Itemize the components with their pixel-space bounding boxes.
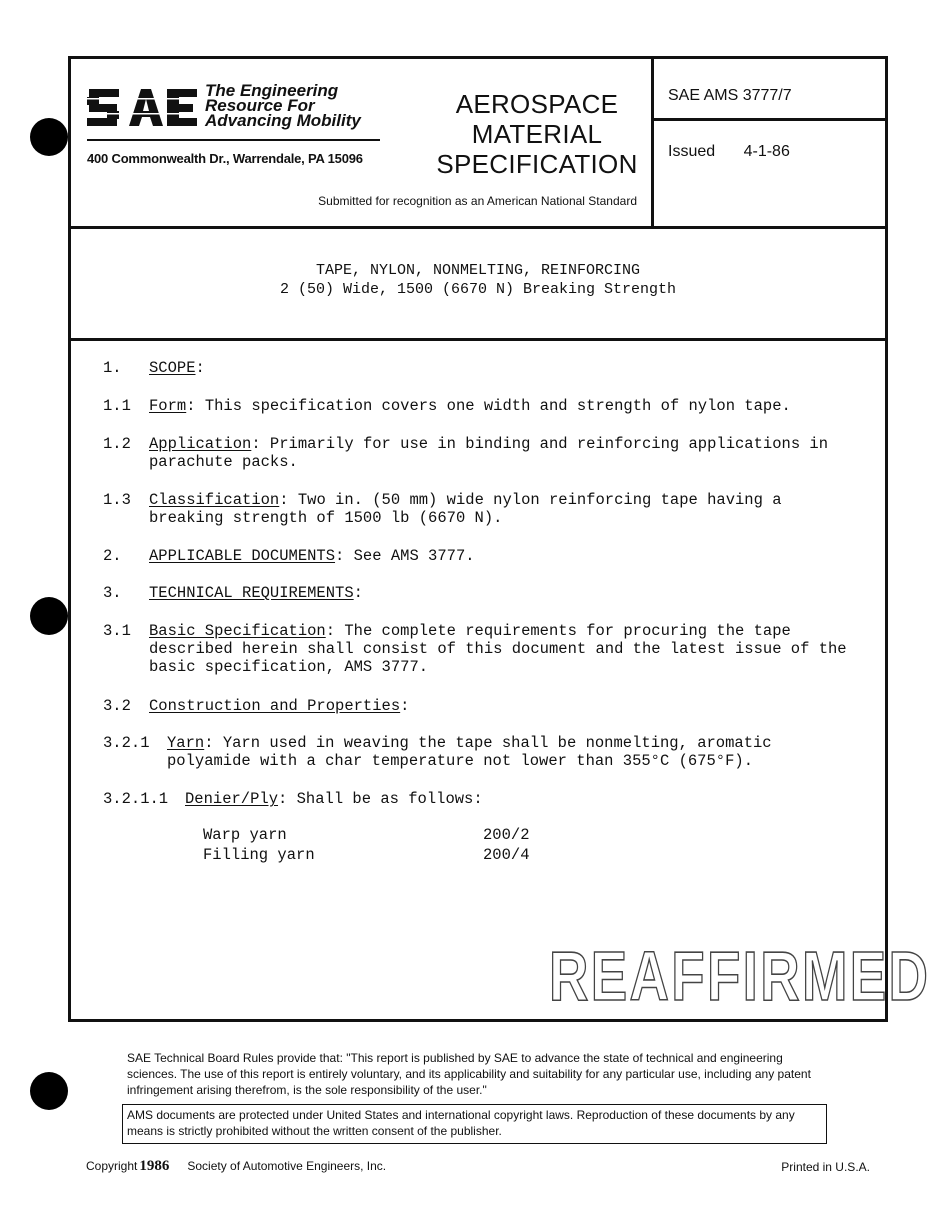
section-title: Form — [149, 397, 187, 415]
section-1-1 — [103, 397, 791, 415]
title-line-3: SPECIFICATION — [436, 149, 638, 179]
subject-line-1: TAPE, NYLON, NONMELTING, REINFORCING — [315, 262, 641, 279]
section-number: 3.2 — [103, 697, 131, 715]
section-number: 2. — [103, 547, 122, 565]
copyright-label: Copyright — [86, 1159, 138, 1173]
reaffirmed-stamp: REAFFIRMED — [549, 937, 931, 1015]
issued-label: Issued — [668, 143, 716, 160]
issued-date: 4-1-86 — [743, 143, 790, 160]
section-1-2 — [103, 435, 828, 471]
yarn-value: 200/2 — [483, 826, 530, 844]
spec-frame — [68, 56, 931, 1022]
section-text-cont-1: described herein shall consist of this document and the latest issue of the — [149, 640, 847, 658]
section-text: : Two in. (50 mm) wide nylon reinforcing tape having a — [279, 491, 782, 509]
section-1 — [103, 359, 205, 377]
tagline-line-3: Advancing Mobility — [205, 111, 361, 130]
section-punct: : — [353, 584, 363, 602]
section-text: : Primarily for use in binding and reinforcing applications in — [251, 435, 829, 453]
section-title: Classification — [149, 491, 280, 509]
section-text: : This specification covers one width and strength of nylon tape. — [186, 397, 791, 415]
tagline-line-2: Resource For — [205, 96, 315, 115]
yarn-label: Warp yarn — [203, 826, 287, 844]
section-title: SCOPE — [149, 359, 196, 377]
section-number: 3.1 — [103, 622, 131, 640]
title-line-2: MATERIAL — [471, 119, 603, 149]
spec-header — [71, 59, 885, 229]
section-2 — [103, 547, 475, 565]
tagline-line-1: The Engineering — [205, 81, 339, 100]
spec-title — [426, 89, 648, 179]
section-3-1 — [103, 622, 847, 676]
subject-line-2: 2 (50) Wide, 1500 (6670 N) Breaking Strength — [279, 281, 677, 298]
section-text-cont: breaking strength of 1500 lb (6670 N). — [149, 509, 503, 527]
yarn-row — [203, 825, 530, 845]
section-text: : See AMS 3777. — [335, 547, 475, 565]
sae-logo — [87, 83, 387, 135]
sae-tagline — [205, 83, 361, 128]
section-title: Denier/Ply — [185, 790, 279, 808]
section-title: Construction and Properties — [149, 697, 401, 715]
copyright-notice-box: AMS documents are protected under United States and international copyright laws. Reproduction of these documents by any means is strictly prohibited without the written consent of the publisher. — [122, 1104, 827, 1144]
binder-hole-middle — [30, 597, 68, 635]
section-3-2-1-1 — [103, 790, 483, 808]
section-3-2-1 — [103, 734, 772, 770]
section-1-3 — [103, 491, 782, 527]
section-text: : The complete requirements for procuring the tape — [325, 622, 791, 640]
section-3-2 — [103, 697, 409, 715]
section-number: 3.2.1 — [103, 734, 150, 752]
section-text: : Shall be as follows: — [278, 790, 483, 808]
section-number: 1.3 — [103, 491, 131, 509]
section-punct: : — [400, 697, 410, 715]
board-rules-notice: SAE Technical Board Rules provide that: "This report is published by SAE to advance the state of technical and engineering sciences. The use of this report is entirely voluntary, and its applicability and suitability for any particular use, including any patent infringement arising therefrom, is the sole responsibility of the user." — [127, 1051, 811, 1097]
section-3 — [103, 584, 363, 602]
section-number: 3.2.1.1 — [103, 790, 169, 808]
copyright-year: 1986 — [139, 1158, 170, 1174]
printed-in: Printed in U.S.A. — [781, 1160, 870, 1174]
logo-rule — [87, 139, 380, 141]
yarn-row — [203, 845, 530, 865]
doc-number: SAE AMS 3777/7 — [654, 59, 885, 121]
section-punct: : — [195, 359, 205, 377]
copyright-line — [86, 1158, 386, 1175]
section-text-cont-2: basic specification, AMS 3777. — [149, 658, 429, 676]
section-title: APPLICABLE DOCUMENTS — [149, 547, 336, 565]
binder-hole-top — [30, 118, 68, 156]
issue-info — [654, 121, 885, 161]
subject-block — [71, 229, 885, 341]
section-title: Basic Specification — [149, 622, 326, 640]
copyright-org: Society of Automotive Engineers, Inc. — [187, 1159, 387, 1173]
yarn-label: Filling yarn — [203, 846, 315, 864]
submitted-note: Submitted for recognition as an American National Standard — [318, 194, 637, 208]
binder-hole-bottom — [30, 1072, 68, 1110]
title-line-1: AEROSPACE — [455, 89, 619, 119]
subject-text — [71, 261, 885, 299]
yarn-value: 200/4 — [483, 846, 530, 864]
section-number: 3. — [103, 584, 122, 602]
sae-address: 400 Commonwealth Dr., Warrendale, PA 15096 — [87, 151, 363, 166]
section-title: Yarn — [167, 734, 205, 752]
section-title: Application — [149, 435, 252, 453]
sae-logo-mark — [87, 85, 199, 129]
yarn-table — [203, 825, 530, 865]
section-text-cont: parachute packs. — [149, 453, 298, 471]
section-number: 1.2 — [103, 435, 131, 453]
doc-info-panel — [651, 59, 885, 226]
section-text: : Yarn used in weaving the tape shall be nonmelting, aromatic — [204, 734, 772, 752]
section-title: TECHNICAL REQUIREMENTS — [149, 584, 354, 602]
section-number: 1. — [103, 359, 122, 377]
section-number: 1.1 — [103, 397, 131, 415]
section-text-cont: polyamide with a char temperature not lower than 355°C (675°F). — [167, 752, 753, 770]
